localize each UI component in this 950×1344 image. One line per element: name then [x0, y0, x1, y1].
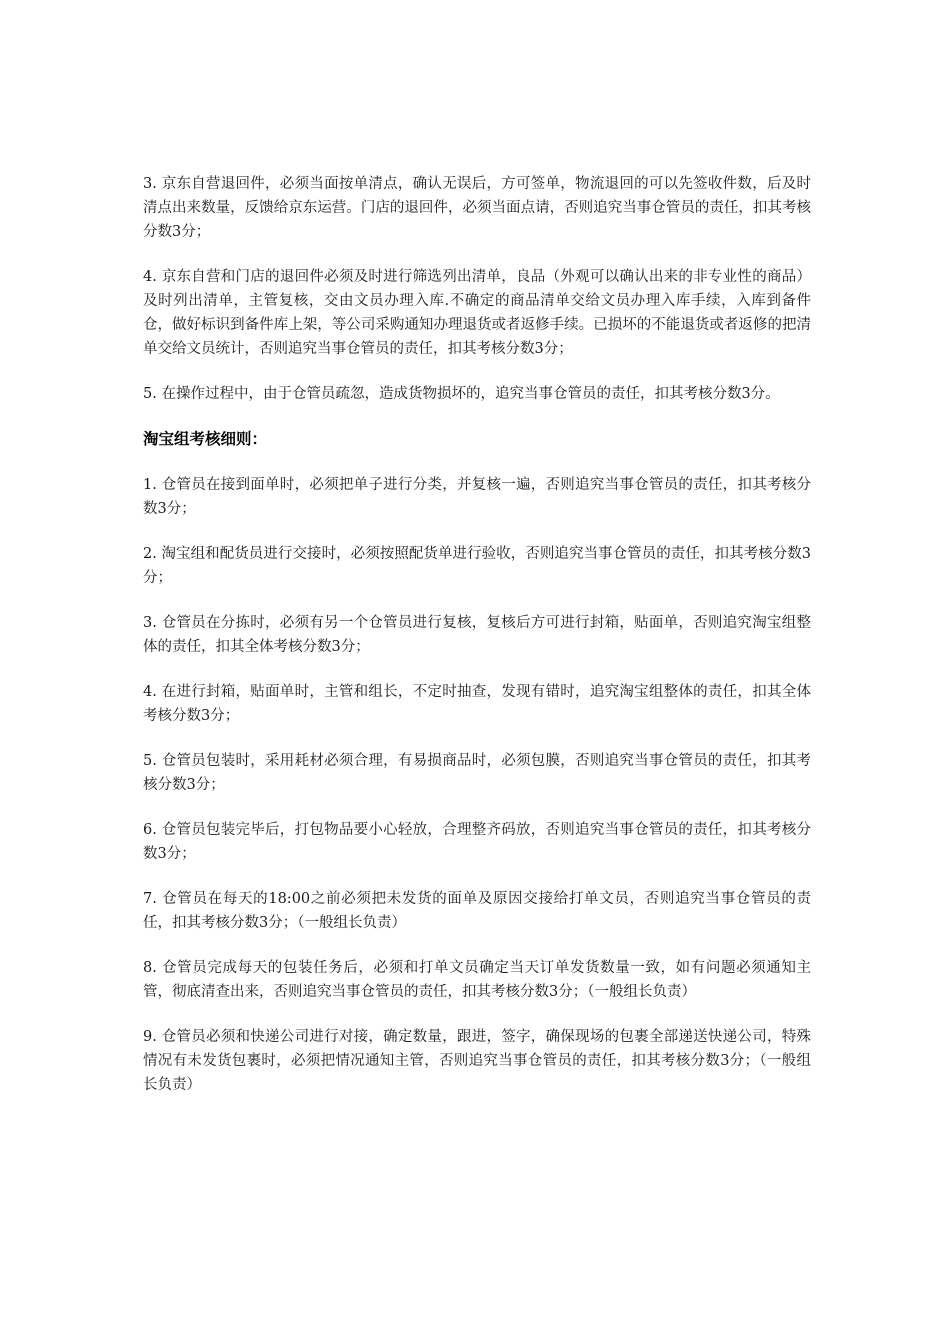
taobao-rule-2: 2. 淘宝组和配货员进行交接时，必须按照配货单进行验收，否则追究当事仓管员的责任，扣其考核分数3分； [143, 546, 811, 586]
taobao-rule-3: 3. 仓管员在分拣时，必须有另一个仓管员进行复核，复核后方可进行封箱，贴面单，否则追究淘宝组整体的责任，扣其全体考核分数3分； [143, 615, 811, 655]
taobao-rule-5: 5. 仓管员包装时，采用耗材必须合理，有易损商品时，必须包膜，否则追究当事仓管员的责任，扣其考核分数3分； [143, 753, 811, 793]
taobao-section-heading: 淘宝组考核细则： [143, 430, 268, 448]
taobao-rule-4: 4. 在进行封箱，贴面单时，主管和组长，不定时抽查，发现有错时，追究淘宝组整体的责任，扣其全体考核分数3分； [143, 684, 811, 724]
taobao-rule-9: 9. 仓管员必须和快递公司进行对接，确定数量，跟进，签字，确保现场的包裹全部递送快递公司，特殊情况有未发货包裹时，必须把情况通知主管，否则追究当事仓管员的责任，扣其考核分数3分；（一般组长负责） [143, 1029, 811, 1093]
jd-return-item-5: 5. 在操作过程中，由于仓管员疏忽，造成货物损坏的，追究当事仓管员的责任，扣其考核分数3分。 [143, 386, 780, 402]
jd-return-item-3: 3. 京东自营退回件，必须当面按单清点，确认无误后，方可签单，物流退回的可以先签收件数，后及时清点出来数量，反馈给京东运营。门店的退回件，必须当面点请，否则追究当事仓管员的责任，扣其考核分数3分； [143, 176, 811, 240]
jd-return-item-4: 4. 京东自营和门店的退回件必须及时进行筛选列出清单，良品（外观可以确认出来的非专业性的商品）及时列出清单，主管复核，交由文员办理入库.不确定的商品清单交给文员办理入库手续，入库到备件仓，做好标识到备件库上架，等公司采购通知办理退货或者返修手续。已损坏的不能退货或者返修的把清单交给文员统计，否则追究当事仓管员的责任，扣其考核分数3分； [143, 269, 811, 357]
document-body [143, 172, 811, 1118]
taobao-rule-6: 6. 仓管员包装完毕后，打包物品要小心轻放，合理整齐码放，否则追究当事仓管员的责任，扣其考核分数3分； [143, 822, 811, 862]
taobao-rule-7: 7. 仓管员在每天的18:00之前必须把未发货的面单及原因交接给打单文员，否则追究当事仓管员的责任，扣其考核分数3分；（一般组长负责） [143, 891, 811, 931]
taobao-rule-8: 8. 仓管员完成每天的包装任务后，必须和打单文员确定当天订单发货数量一致，如有问题必须通知主管，彻底清查出来，否则追究当事仓管员的责任，扣其考核分数3分；（一般组长负责） [143, 960, 811, 1000]
taobao-rule-1: 1. 仓管员在接到面单时，必须把单子进行分类，并复核一遍，否则追究当事仓管员的责任，扣其考核分数3分； [143, 477, 811, 517]
